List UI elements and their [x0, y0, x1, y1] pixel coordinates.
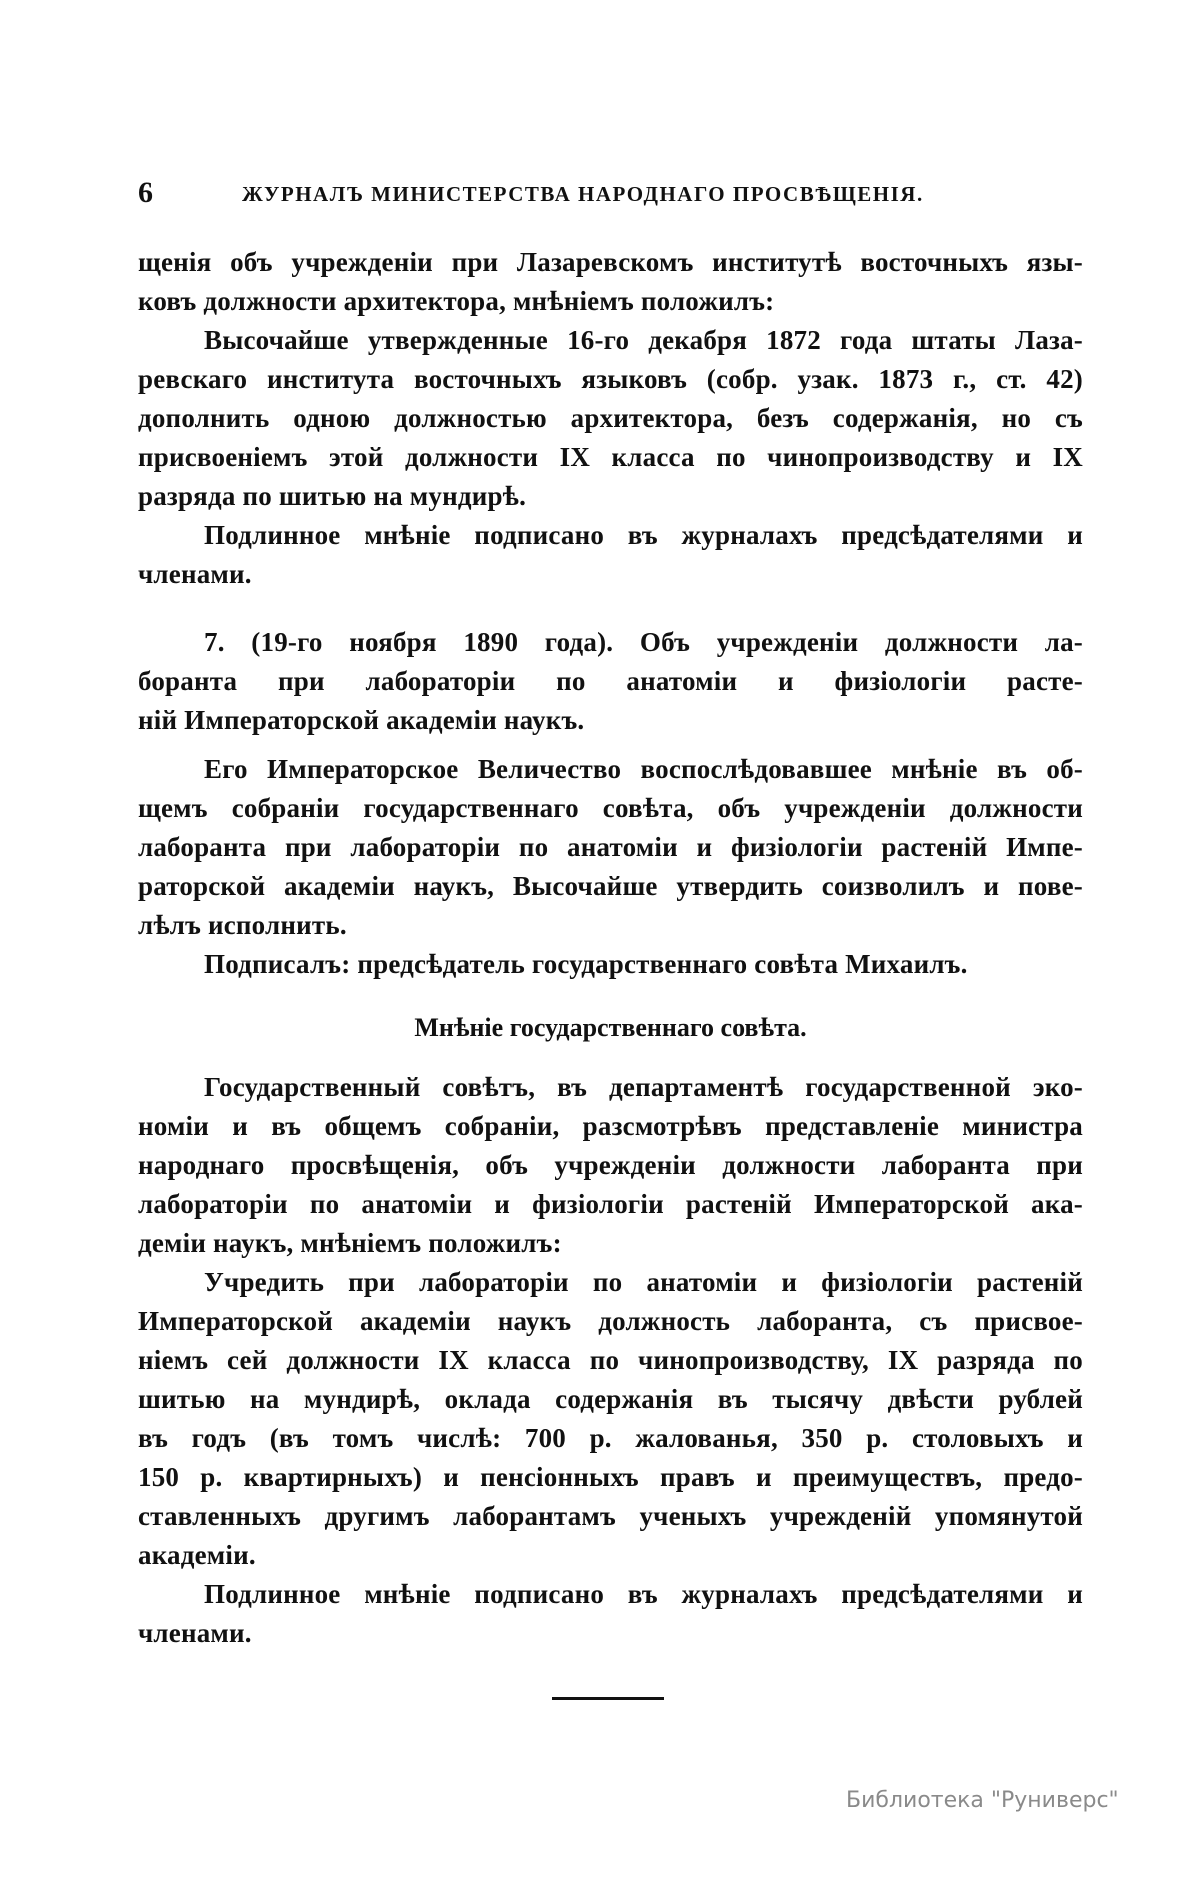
text-line: раторской академіи наукъ, Высочайше утвердить соизволилъ и пове- — [138, 871, 1083, 901]
text-line: Высочайше утвержденные 16-го декабря 1872 года штаты Лаза- — [204, 325, 1083, 355]
text-line: членами. — [138, 559, 252, 589]
text-line: номіи и въ общемъ собраніи, разсмотрѣвъ представленіе министра — [138, 1111, 1083, 1141]
text-line: въ годъ (въ томъ числѣ: 700 р. жалованья, 350 р. столовыхъ и — [138, 1423, 1083, 1453]
signature-line: Подписалъ: предсѣдатель государственнаго совѣта Михаилъ. — [204, 949, 968, 979]
section-7-opinion — [138, 1068, 1083, 1653]
section-heading: Мнѣніе государственнаго совѣта. — [414, 1013, 807, 1042]
text-line: лабораторіи по анатоміи и физіологіи растеній Императорской ака- — [138, 1189, 1083, 1219]
text-line: ній Императорской академіи наукъ. — [138, 705, 585, 735]
text-line: 7. (19-го ноября 1890 года). Объ учрежденіи должности ла- — [204, 627, 1083, 657]
text-line: Государственный совѣтъ, въ департаментѣ государственной эко- — [204, 1072, 1083, 1102]
text-line: Его Императорское Величество воспослѣдовавшее мнѣніе въ об- — [204, 754, 1083, 784]
text-line: шитью на мундирѣ, оклада содержанія въ тысячу двѣсти рублей — [138, 1384, 1083, 1414]
text-line: народнаго просвѣщенія, объ учрежденіи должности лаборанта при — [138, 1150, 1083, 1180]
text-line: разряда по шитью на мундирѣ. — [138, 481, 527, 511]
text-line: боранта при лабораторіи по анатоміи и физіологіи расте- — [138, 666, 1083, 696]
text-line: присвоеніемъ этой должности IX класса по чинопроизводству и IX — [138, 442, 1083, 472]
text-line: деміи наукъ, мнѣніемъ положилъ: — [138, 1228, 562, 1258]
text-line: Учредить при лабораторіи по анатоміи и физіологіи растеній — [204, 1267, 1083, 1297]
text-line: Императорской академіи наукъ должность лаборанта, съ присвое- — [138, 1306, 1083, 1336]
text-line: ніемъ сей должности IX класса по чинопроизводству, IX разряда по — [138, 1345, 1083, 1375]
text-line: лаборанта при лабораторіи по анатоміи и физіологіи растеній Импе- — [138, 832, 1083, 862]
text-line: Подлинное мнѣніе подписано въ журналахъ предсѣдателями и — [204, 520, 1083, 550]
text-line: ревскаго института восточныхъ языковъ (собр. узак. 1873 г., ст. 42) — [138, 364, 1083, 394]
text-line: Подлинное мнѣніе подписано въ журналахъ предсѣдателями и — [204, 1579, 1083, 1609]
page-header — [138, 176, 1083, 212]
text-line: лѣлъ исполнить. — [138, 910, 347, 940]
text-line: академіи. — [138, 1540, 256, 1570]
library-watermark: Библиотека "Руниверс" — [846, 1788, 1119, 1813]
text-line: щенія объ учрежденіи при Лазаревскомъ институтѣ восточныхъ язы- — [138, 247, 1083, 277]
text-line: 150 р. квартирныхъ) и пенсіонныхъ правъ и преимуществъ, предо- — [138, 1462, 1083, 1492]
end-rule — [552, 1697, 664, 1700]
text-line: дополнить одною должностью архитектора, безъ содержанія, но съ — [138, 403, 1083, 433]
section-7-title — [138, 623, 1083, 740]
text-line: щемъ собраніи государственнаго совѣта, объ учрежденіи должности — [138, 793, 1083, 823]
text-line: ставленныхъ другимъ лаборантамъ ученыхъ учрежденій упомянутой — [138, 1501, 1083, 1531]
section-a-text — [138, 243, 1083, 594]
running-title: ЖУРНАЛЪ МИНИСТЕРСТВА НАРОДНАГО ПРОСВѢЩЕНІЯ. — [242, 182, 924, 206]
text-line: членами. — [138, 1618, 252, 1648]
text-line: ковъ должности архитектора, мнѣніемъ положилъ: — [138, 286, 775, 316]
page-number: 6 — [138, 176, 153, 209]
section-7-decree — [138, 750, 1083, 984]
